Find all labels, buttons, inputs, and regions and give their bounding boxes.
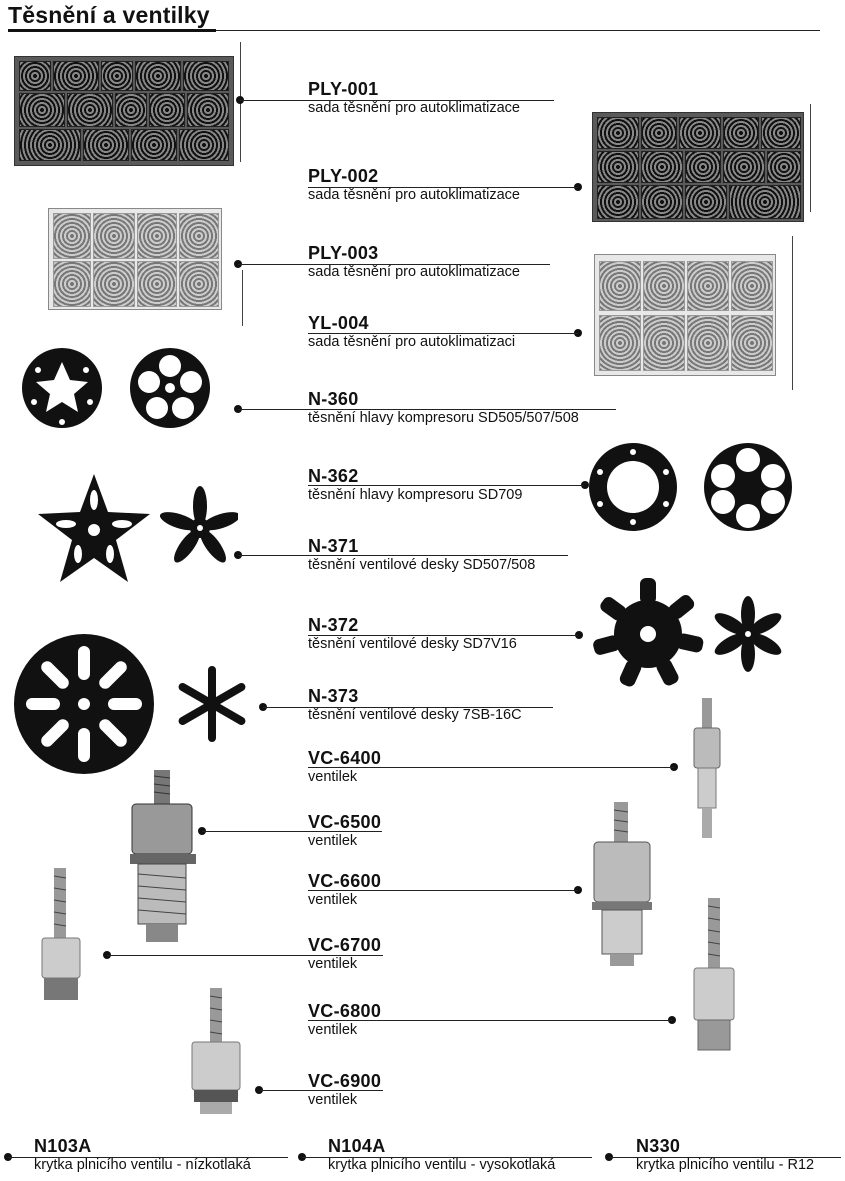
title-underline: [8, 29, 216, 32]
gasket-kit-box-icon: [48, 208, 222, 310]
product-description: ventilek: [308, 892, 358, 908]
product-code: N-371: [308, 536, 359, 556]
divider-line: [242, 270, 243, 326]
product-PLY-001: [308, 79, 520, 117]
valve-core-icon: [680, 694, 736, 844]
product-VC-6500: [308, 812, 381, 850]
product-VC-6800: [308, 1001, 381, 1039]
product-N-362: [308, 466, 522, 504]
valve-core-icon: [126, 768, 202, 944]
product-PLY-003: [308, 243, 520, 281]
head-gasket-icon: [20, 346, 230, 430]
gasket-kit-box-icon: [594, 254, 776, 376]
product-code: VC-6400: [308, 748, 382, 768]
product-description: ventilek: [308, 833, 358, 849]
product-description: sada těsnění pro autoklimatizace: [308, 100, 520, 116]
valve-core-icon: [686, 896, 742, 1056]
product-description: sada těsnění pro autoklimatizace: [308, 187, 520, 203]
product-description: těsnění hlavy kompresoru SD505/507/508: [308, 410, 579, 426]
product-description: těsnění ventilové desky SD507/508: [308, 557, 536, 573]
product-code: YL-004: [308, 313, 369, 333]
product-code: N330: [636, 1136, 681, 1156]
product-VC-6900: [308, 1071, 381, 1109]
product-code: VC-6500: [308, 812, 382, 832]
product-VC-6400: [308, 748, 381, 786]
product-VC-6600: [308, 871, 381, 909]
product-PLY-002: [308, 166, 520, 204]
gasket-kit-box-icon: [14, 56, 234, 166]
valve-plate-gasket-icon: [28, 470, 238, 590]
divider-line: [810, 104, 811, 212]
product-description: krytka plnicího ventilu - vysokotlaká: [328, 1157, 556, 1173]
product-code: VC-6700: [308, 935, 382, 955]
product-N330: [636, 1136, 814, 1174]
valve-core-icon: [588, 800, 658, 968]
product-code: PLY-003: [308, 243, 379, 263]
product-description: sada těsnění pro autoklimatizace: [308, 264, 520, 280]
product-code: PLY-002: [308, 166, 379, 186]
product-description: ventilek: [308, 1022, 358, 1038]
product-code: PLY-001: [308, 79, 379, 99]
product-N-372: [308, 615, 517, 653]
product-code: N-362: [308, 466, 359, 486]
page-title: Těsnění a ventilky: [8, 2, 210, 28]
product-code: N103A: [34, 1136, 92, 1156]
product-YL-004: [308, 313, 515, 351]
product-description: krytka plnicího ventilu - R12: [636, 1157, 815, 1173]
product-description: těsnění hlavy kompresoru SD709: [308, 487, 523, 503]
product-description: ventilek: [308, 956, 358, 972]
product-description: těsnění ventilové desky 7SB-16C: [308, 707, 522, 723]
product-N-373: [308, 686, 522, 724]
product-description: krytka plnicího ventilu - nízkotlaká: [34, 1157, 251, 1173]
product-description: ventilek: [308, 769, 358, 785]
product-N103A: [34, 1136, 251, 1174]
product-N-371: [308, 536, 535, 574]
gasket-kit-box-icon: [592, 112, 804, 222]
product-N104A: [328, 1136, 555, 1174]
product-description: sada těsnění pro autoklimatizaci: [308, 334, 516, 350]
product-description: těsnění ventilové desky SD7V16: [308, 636, 517, 652]
product-code: VC-6600: [308, 871, 382, 891]
valve-core-icon: [36, 866, 86, 1006]
valve-plate-gasket-icon: [12, 630, 262, 780]
product-code: VC-6800: [308, 1001, 382, 1021]
product-VC-6700: [308, 935, 381, 973]
product-code: N-373: [308, 686, 359, 706]
product-N-360: [308, 389, 579, 427]
product-code: N104A: [328, 1136, 386, 1156]
valve-plate-gasket-icon: [588, 576, 798, 696]
head-gasket-icon: [588, 442, 798, 532]
product-code: VC-6900: [308, 1071, 382, 1091]
product-code: N-360: [308, 389, 359, 409]
product-description: ventilek: [308, 1092, 358, 1108]
product-code: N-372: [308, 615, 359, 635]
divider-line: [792, 236, 793, 390]
valve-core-icon: [186, 986, 246, 1118]
